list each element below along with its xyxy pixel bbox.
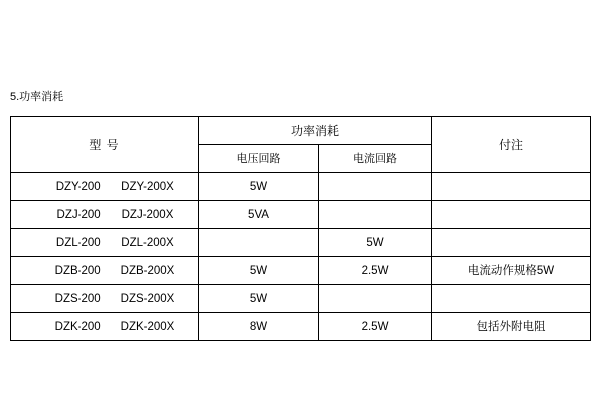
- cell-current: [319, 201, 432, 229]
- model-secondary: DZK-200X: [120, 320, 175, 333]
- cell-note: 包括外附电阻: [432, 313, 591, 341]
- column-header-current-circuit: 电流回路: [319, 145, 432, 173]
- cell-model: [11, 313, 199, 341]
- model-secondary: DZL-200X: [121, 236, 174, 249]
- column-header-model: 型 号: [11, 117, 199, 173]
- table-row: [11, 229, 591, 257]
- table-body: [11, 173, 591, 341]
- cell-voltage: 5W: [199, 173, 319, 201]
- model-secondary: DZB-200X: [120, 264, 175, 277]
- model-primary: DZS-200: [54, 292, 101, 305]
- model-primary: DZK-200: [54, 320, 101, 333]
- table-header: [11, 117, 591, 173]
- cell-model: [11, 229, 199, 257]
- cell-current: [319, 285, 432, 313]
- cell-model: [11, 285, 199, 313]
- cell-model: [11, 201, 199, 229]
- cell-model: [11, 257, 199, 285]
- table-row: [11, 257, 591, 285]
- table-row: [11, 173, 591, 201]
- model-primary: DZJ-200: [56, 208, 101, 221]
- cell-voltage: 5W: [199, 285, 319, 313]
- cell-current: 2.5W: [319, 257, 432, 285]
- power-consumption-table: [10, 116, 591, 341]
- column-header-voltage-circuit: 电压回路: [199, 145, 319, 173]
- cell-note: [432, 201, 591, 229]
- cell-current: [319, 173, 432, 201]
- table-header-row-1: [11, 117, 591, 145]
- model-secondary: DZJ-200X: [121, 208, 174, 221]
- model-secondary: DZY-200X: [121, 180, 174, 193]
- model-primary: DZL-200: [55, 236, 101, 249]
- table-row: [11, 313, 591, 341]
- model-secondary: DZS-200X: [120, 292, 175, 305]
- cell-voltage: 5W: [199, 257, 319, 285]
- model-primary: DZB-200: [54, 264, 101, 277]
- cell-note: [432, 229, 591, 257]
- column-header-note: 付注: [432, 117, 591, 173]
- table-row: [11, 285, 591, 313]
- cell-model: [11, 173, 199, 201]
- cell-note: [432, 285, 591, 313]
- cell-note: 电流动作规格5W: [432, 257, 591, 285]
- table-row: [11, 201, 591, 229]
- power-consumption-table-wrap: [10, 116, 590, 341]
- column-header-power-consumption: 功率消耗: [199, 117, 432, 145]
- cell-note: [432, 173, 591, 201]
- model-primary: DZY-200: [55, 180, 101, 193]
- cell-current: 5W: [319, 229, 432, 257]
- cell-voltage: 5VA: [199, 201, 319, 229]
- cell-voltage: [199, 229, 319, 257]
- section-heading: 5.功率消耗: [10, 91, 64, 103]
- cell-voltage: 8W: [199, 313, 319, 341]
- cell-current: 2.5W: [319, 313, 432, 341]
